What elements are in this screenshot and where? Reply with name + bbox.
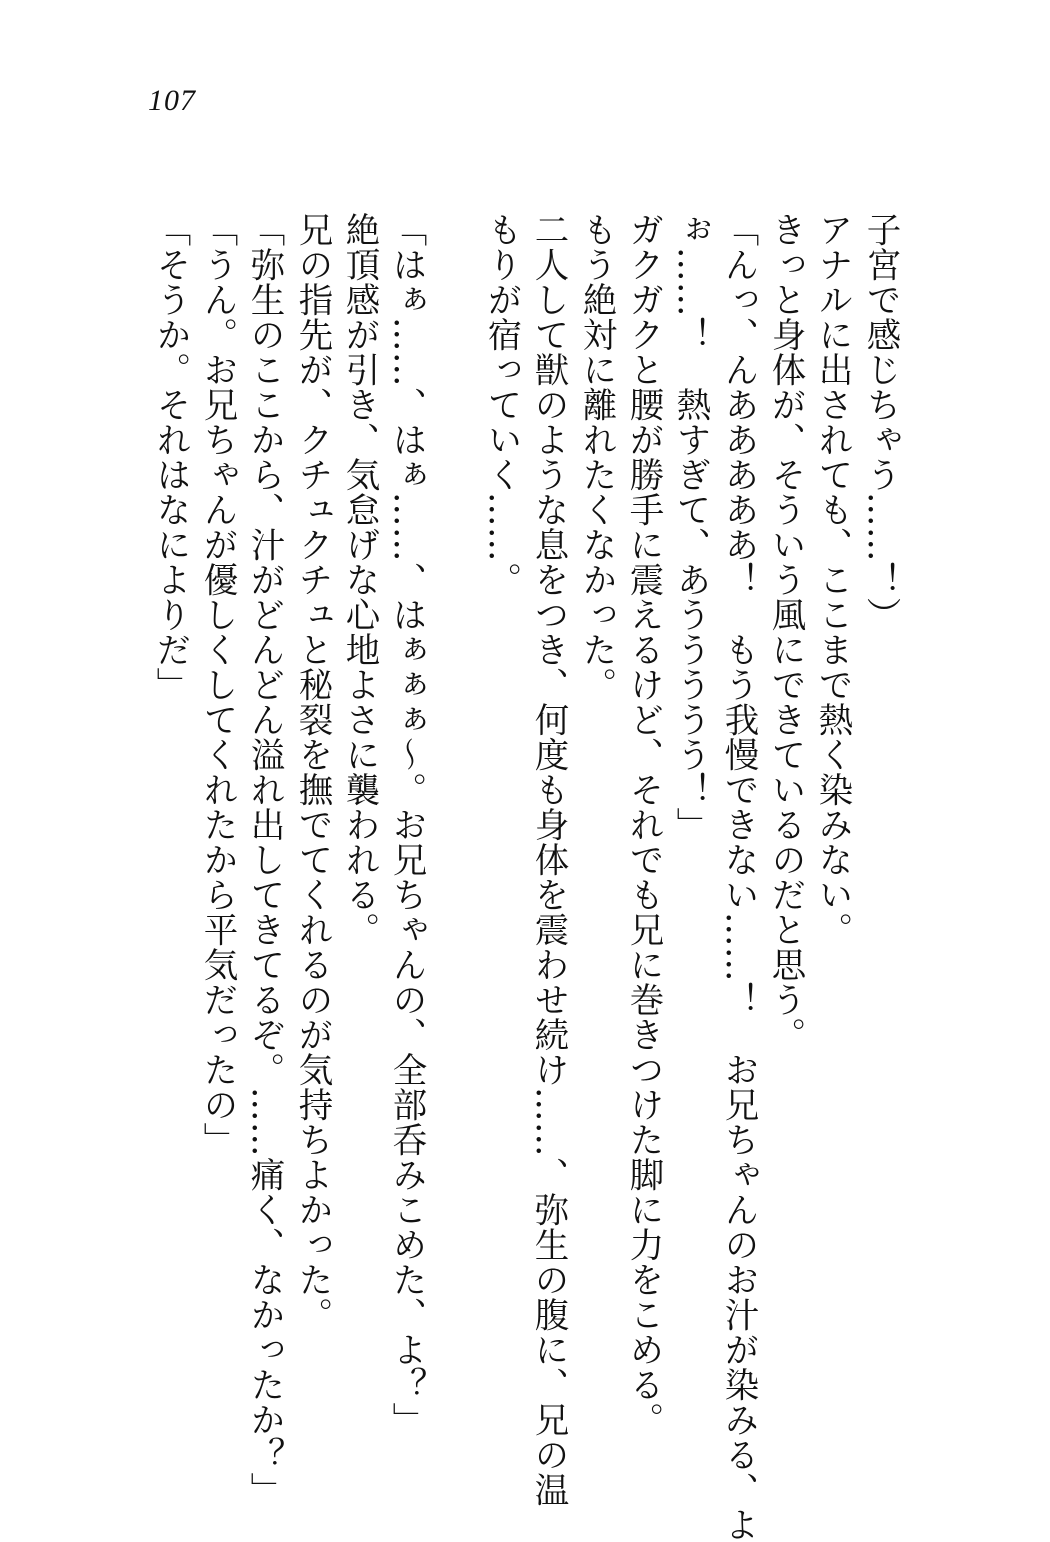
text-line: 「弥生のここから、汁がどんどん溢れ出してきてるぞ。……痛く、なかったか？」 (244, 212, 284, 1507)
text-line: 「んっ、んあああああ！ もう我慢できない……！ お兄ちゃんのお汁が染みる、よ (718, 212, 758, 1542)
text-line: 子宮で感じちゃう……！） (860, 212, 900, 632)
text-line: 二人して獣のような息をつき、何度も身体を震わせ続け……、弥生の腹に、兄の温 (528, 212, 568, 1507)
text-line: 絶頂感が引き、気怠げな心地よさに襲われる。 (339, 212, 379, 947)
text-line: ぉ……！ 熱すぎて、あううううう！」 (670, 212, 710, 842)
blank-line (432, 212, 476, 1412)
text-line: もう絶対に離れたくなかった。 (576, 212, 616, 702)
text-line: ガクガクと腰が勝手に震えるけど、それでも兄に巻きつけた脚に力をこめる。 (623, 212, 663, 1437)
page-number: 107 (148, 84, 196, 117)
text-line: 「そうか。それはなによりだ」 (150, 212, 190, 702)
text-line: もりが宿っていく……。 (481, 212, 521, 597)
text-line: 「はぁ……、はぁ……、はぁぁぁ～。お兄ちゃんの、全部呑みこめた、よ？」 (386, 212, 426, 1437)
text-line: 兄の指先が、クチュクチュと秘裂を撫でてくれるのが気持ちよかった。 (292, 212, 332, 1332)
text-line: 「うん。お兄ちゃんが優しくしてくれたから平気だったの」 (197, 212, 237, 1157)
text-line: きっと身体が、そういう風にできているのだと思う。 (765, 212, 805, 1052)
text-line: アナルに出されても、ここまで熱く染みない。 (812, 212, 852, 947)
